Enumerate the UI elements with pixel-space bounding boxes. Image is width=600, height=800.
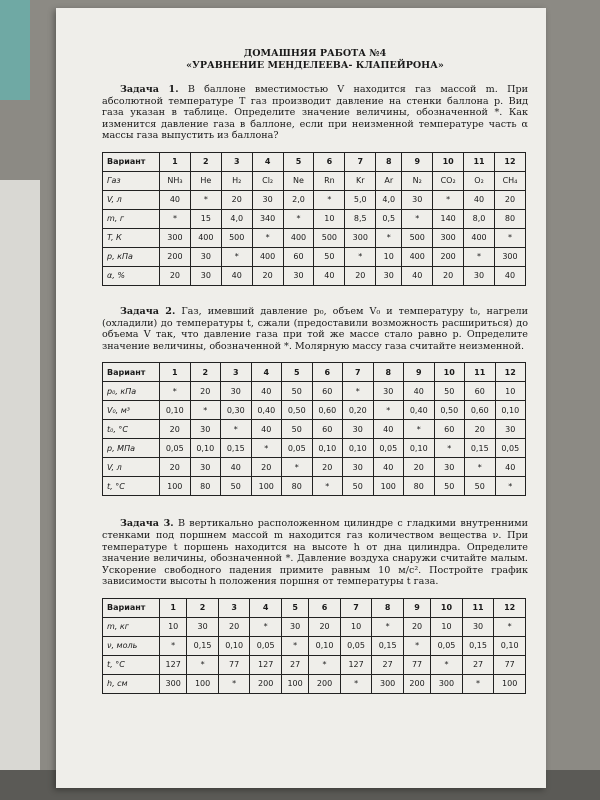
variant-header: 10 bbox=[434, 363, 465, 382]
table-cell: 60 bbox=[283, 247, 314, 266]
table-cell: 100 bbox=[251, 477, 282, 496]
table-cell: 80 bbox=[404, 477, 435, 496]
table-cell: 0,50 bbox=[434, 401, 465, 420]
table-cell: 0,05 bbox=[250, 636, 282, 655]
table-cell: 20 bbox=[433, 266, 464, 285]
variant-header: 9 bbox=[402, 152, 433, 171]
variant-header: 9 bbox=[404, 363, 435, 382]
table-cell: 4,0 bbox=[376, 190, 402, 209]
variant-header: 8 bbox=[372, 598, 404, 617]
table-cell: * bbox=[465, 458, 496, 477]
table-cell: * bbox=[434, 439, 465, 458]
table-cell: 20 bbox=[404, 458, 435, 477]
table-cell: 0,40 bbox=[251, 401, 282, 420]
variant-header: 5 bbox=[281, 598, 308, 617]
table-row bbox=[103, 674, 526, 693]
table-cell: 20 bbox=[465, 420, 496, 439]
table-cell: * bbox=[282, 458, 313, 477]
table-cell: 40 bbox=[495, 458, 526, 477]
table-cell: 30 bbox=[190, 458, 221, 477]
table-cell: * bbox=[283, 209, 314, 228]
table-cell: 77 bbox=[218, 655, 250, 674]
table-cell: 50 bbox=[465, 477, 496, 496]
table-cell: * bbox=[221, 247, 252, 266]
table-cell: 10 bbox=[495, 382, 526, 401]
table-cell: 0,10 bbox=[343, 439, 374, 458]
row-label: ν, моль bbox=[103, 636, 160, 655]
table-cell: * bbox=[250, 617, 282, 636]
table-cell: 300 bbox=[160, 228, 191, 247]
table-cell: 0,30 bbox=[221, 401, 252, 420]
table-cell: Cl₂ bbox=[252, 171, 283, 190]
table-cell: 27 bbox=[372, 655, 404, 674]
table-cell: 20 bbox=[252, 266, 283, 285]
variant-header: 1 bbox=[160, 363, 191, 382]
row-label: m, г bbox=[103, 209, 160, 228]
table-cell: 400 bbox=[464, 228, 495, 247]
table-cell: 30 bbox=[190, 420, 221, 439]
table-cell: 0,15 bbox=[465, 439, 496, 458]
table-cell: * bbox=[343, 382, 374, 401]
table-cell: 30 bbox=[281, 617, 308, 636]
table-cell: 0,10 bbox=[160, 401, 191, 420]
table-cell: 140 bbox=[433, 209, 464, 228]
table-cell: 400 bbox=[402, 247, 433, 266]
table-cell: 20 bbox=[345, 266, 376, 285]
table-cell: 200 bbox=[309, 674, 341, 693]
table-cell: 50 bbox=[434, 477, 465, 496]
table-cell: NH₃ bbox=[160, 171, 191, 190]
row-label: p, МПа bbox=[103, 439, 160, 458]
table-row bbox=[103, 636, 526, 655]
task-1-label: Задача 1. bbox=[120, 84, 179, 95]
table-cell: * bbox=[218, 674, 250, 693]
task-3-text bbox=[102, 518, 528, 588]
variant-header: 11 bbox=[462, 598, 494, 617]
table-cell: 20 bbox=[218, 617, 250, 636]
table-cell: 40 bbox=[373, 458, 404, 477]
table-row bbox=[103, 617, 526, 636]
variant-header: 3 bbox=[221, 363, 252, 382]
table-cell: 30 bbox=[402, 190, 433, 209]
worksheet-page bbox=[56, 8, 546, 788]
table-cell: * bbox=[190, 190, 221, 209]
table-cell: 0,10 bbox=[190, 439, 221, 458]
table-cell: CO₂ bbox=[433, 171, 464, 190]
table-cell: 30 bbox=[283, 266, 314, 285]
table-cell: 27 bbox=[462, 655, 494, 674]
table-cell: 20 bbox=[309, 617, 341, 636]
table-cell: 0,60 bbox=[312, 401, 343, 420]
table-row bbox=[103, 171, 526, 190]
table-cell: 0,15 bbox=[462, 636, 494, 655]
table-cell: 300 bbox=[433, 228, 464, 247]
table-row bbox=[103, 190, 526, 209]
table-cell: * bbox=[372, 617, 404, 636]
table-cell: 300 bbox=[372, 674, 404, 693]
table-cell: 0,15 bbox=[221, 439, 252, 458]
table-cell: 20 bbox=[494, 190, 525, 209]
table-cell: 200 bbox=[160, 247, 191, 266]
table-cell: 30 bbox=[187, 617, 219, 636]
table-cell: 20 bbox=[403, 617, 430, 636]
table-cell: * bbox=[494, 617, 526, 636]
table-cell: * bbox=[160, 209, 191, 228]
table-cell: 100 bbox=[373, 477, 404, 496]
table-cell: * bbox=[251, 439, 282, 458]
table-cell: * bbox=[376, 228, 402, 247]
variant-header: 10 bbox=[433, 152, 464, 171]
table-cell: 30 bbox=[343, 420, 374, 439]
table-cell: * bbox=[190, 401, 221, 420]
variant-header: 9 bbox=[403, 598, 430, 617]
table-corner-label: Вариант bbox=[103, 152, 160, 171]
task-1-text bbox=[102, 84, 528, 142]
table-row bbox=[103, 458, 526, 477]
table-header-row bbox=[103, 598, 526, 617]
table-cell: 0,05 bbox=[282, 439, 313, 458]
table-row bbox=[103, 209, 526, 228]
table-cell: 50 bbox=[282, 382, 313, 401]
table-cell: 30 bbox=[190, 247, 221, 266]
table-cell: * bbox=[314, 190, 345, 209]
table-cell: 100 bbox=[281, 674, 308, 693]
table-row bbox=[103, 247, 526, 266]
task-3-label: Задача 3. bbox=[120, 518, 174, 530]
variant-header: 7 bbox=[340, 598, 372, 617]
table-row bbox=[103, 382, 526, 401]
table-cell: 50 bbox=[221, 477, 252, 496]
variant-header: 12 bbox=[495, 363, 526, 382]
table-cell: * bbox=[187, 655, 219, 674]
table-cell: * bbox=[404, 420, 435, 439]
table-cell: 4,0 bbox=[221, 209, 252, 228]
table-cell: 40 bbox=[373, 420, 404, 439]
table-cell: 340 bbox=[252, 209, 283, 228]
row-label: t, °C bbox=[103, 477, 160, 496]
task-3-body: В вертикально расположенном цилиндре с гладкими внутренними стенками под поршнем массой m находится газ количеством вещества ν. При температуре t поршень находится на высоте h от дна цилиндра. Определите значение величины, обозначенной *. Давление воздуха снаружи считайте малым. Ускорение свободного падения примите равным 10 м/с². Постройте график зависимости высоты h положения поршня от температуры t газа. bbox=[102, 518, 528, 588]
variant-header: 3 bbox=[221, 152, 252, 171]
task-1-table bbox=[102, 152, 526, 286]
table-cell: 200 bbox=[403, 674, 430, 693]
table-cell: 40 bbox=[221, 266, 252, 285]
table-cell: Kr bbox=[345, 171, 376, 190]
table-cell: 30 bbox=[434, 458, 465, 477]
table-cell: 0,5 bbox=[376, 209, 402, 228]
row-label: p, кПа bbox=[103, 247, 160, 266]
table-cell: 40 bbox=[160, 190, 191, 209]
table-cell: 40 bbox=[402, 266, 433, 285]
table-row bbox=[103, 477, 526, 496]
variant-header: 11 bbox=[465, 363, 496, 382]
table-corner-label: Вариант bbox=[103, 363, 160, 382]
table-cell: 0,60 bbox=[465, 401, 496, 420]
variant-header: 4 bbox=[252, 152, 283, 171]
variant-header: 8 bbox=[376, 152, 402, 171]
table-header-row bbox=[103, 152, 526, 171]
task-3-table bbox=[102, 598, 526, 694]
variant-header: 11 bbox=[464, 152, 495, 171]
table-cell: * bbox=[160, 382, 191, 401]
table-cell: 50 bbox=[314, 247, 345, 266]
table-cell: 40 bbox=[464, 190, 495, 209]
table-cell: 0,10 bbox=[312, 439, 343, 458]
variant-header: 4 bbox=[251, 363, 282, 382]
table-cell: 20 bbox=[221, 190, 252, 209]
table-cell: * bbox=[221, 420, 252, 439]
table-cell: 20 bbox=[160, 420, 191, 439]
table-cell: 30 bbox=[373, 382, 404, 401]
table-cell: * bbox=[403, 636, 430, 655]
table-cell: 500 bbox=[402, 228, 433, 247]
variant-header: 12 bbox=[494, 598, 526, 617]
table-cell: 200 bbox=[433, 247, 464, 266]
table-cell: 0,15 bbox=[187, 636, 219, 655]
table-row bbox=[103, 266, 526, 285]
background-paper bbox=[0, 180, 40, 800]
header-subtitle: «УРАВНЕНИЕ МЕНДЕЛЕЕВА- КЛАПЕЙРОНА» bbox=[186, 60, 444, 71]
table-cell: Ar bbox=[376, 171, 402, 190]
table-cell: 15 bbox=[190, 209, 221, 228]
table-cell: 400 bbox=[283, 228, 314, 247]
table-cell: * bbox=[252, 228, 283, 247]
table-cell: * bbox=[464, 247, 495, 266]
table-cell: 300 bbox=[345, 228, 376, 247]
table-row bbox=[103, 439, 526, 458]
table-cell: 30 bbox=[464, 266, 495, 285]
table-cell: 60 bbox=[465, 382, 496, 401]
table-cell: 0,20 bbox=[343, 401, 374, 420]
table-cell: 10 bbox=[340, 617, 372, 636]
row-label: t₀, °C bbox=[103, 420, 160, 439]
variant-header: 4 bbox=[250, 598, 282, 617]
row-label: m, кг bbox=[103, 617, 160, 636]
table-cell: 30 bbox=[343, 458, 374, 477]
table-cell: 50 bbox=[434, 382, 465, 401]
table-cell: * bbox=[495, 477, 526, 496]
table-cell: 8,0 bbox=[464, 209, 495, 228]
table-cell: 5,0 bbox=[345, 190, 376, 209]
table-cell: 500 bbox=[221, 228, 252, 247]
task-2-table bbox=[102, 362, 526, 496]
table-cell: 100 bbox=[494, 674, 526, 693]
table-corner-label: Вариант bbox=[103, 598, 160, 617]
table-cell: 300 bbox=[160, 674, 187, 693]
table-cell: 40 bbox=[314, 266, 345, 285]
table-cell: 0,10 bbox=[495, 401, 526, 420]
table-cell: 2,0 bbox=[283, 190, 314, 209]
teal-book-edge bbox=[0, 0, 30, 100]
table-cell: 0,05 bbox=[160, 439, 191, 458]
table-cell: Ne bbox=[283, 171, 314, 190]
table-cell: 10 bbox=[160, 617, 187, 636]
table-cell: 40 bbox=[251, 382, 282, 401]
variant-header: 5 bbox=[282, 363, 313, 382]
table-cell: 400 bbox=[252, 247, 283, 266]
variant-header: 1 bbox=[160, 598, 187, 617]
variant-header: 1 bbox=[160, 152, 191, 171]
table-cell: 0,10 bbox=[309, 636, 341, 655]
table-cell: 100 bbox=[160, 477, 191, 496]
table-cell: 20 bbox=[312, 458, 343, 477]
table-cell: N₂ bbox=[402, 171, 433, 190]
table-cell: 20 bbox=[251, 458, 282, 477]
table-cell: 60 bbox=[312, 382, 343, 401]
table-cell: 30 bbox=[495, 420, 526, 439]
variant-header: 2 bbox=[187, 598, 219, 617]
table-cell: * bbox=[160, 636, 187, 655]
table-cell: 500 bbox=[314, 228, 345, 247]
variant-header: 6 bbox=[312, 363, 343, 382]
table-cell: 10 bbox=[314, 209, 345, 228]
table-cell: 0,15 bbox=[372, 636, 404, 655]
variant-header: 12 bbox=[494, 152, 525, 171]
variant-header: 3 bbox=[218, 598, 250, 617]
row-label: Газ bbox=[103, 171, 160, 190]
variant-header: 6 bbox=[309, 598, 341, 617]
table-cell: 20 bbox=[160, 458, 191, 477]
table-cell: 80 bbox=[282, 477, 313, 496]
table-cell: 0,10 bbox=[494, 636, 526, 655]
table-cell: * bbox=[373, 401, 404, 420]
table-cell: 127 bbox=[160, 655, 187, 674]
variant-header: 10 bbox=[431, 598, 463, 617]
table-cell: 0,10 bbox=[404, 439, 435, 458]
table-cell: 77 bbox=[403, 655, 430, 674]
variant-header: 2 bbox=[190, 152, 221, 171]
table-cell: 30 bbox=[190, 266, 221, 285]
variant-header: 7 bbox=[343, 363, 374, 382]
table-cell: * bbox=[402, 209, 433, 228]
table-cell: 0,50 bbox=[282, 401, 313, 420]
table-cell: * bbox=[309, 655, 341, 674]
table-cell: * bbox=[281, 636, 308, 655]
table-row bbox=[103, 401, 526, 420]
table-cell: 60 bbox=[434, 420, 465, 439]
row-label: h, см bbox=[103, 674, 160, 693]
variant-header: 8 bbox=[373, 363, 404, 382]
table-row bbox=[103, 655, 526, 674]
row-label: p₀, кПа bbox=[103, 382, 160, 401]
table-cell: 400 bbox=[190, 228, 221, 247]
task-1-body: В баллоне вместимостью V находится газ массой m. При абсолютной температуре T газ производит давление на стенки баллона p. Вид газа указан в таблице. Определите значение величины, обозначенной *. Как изменится давление газа в баллоне, если при неизменной температуре часть α массы газа выпустить из баллона? bbox=[102, 84, 528, 142]
table-cell: 127 bbox=[340, 655, 372, 674]
table-cell: 100 bbox=[187, 674, 219, 693]
variant-header: 5 bbox=[283, 152, 314, 171]
table-cell: 40 bbox=[251, 420, 282, 439]
table-cell: H₂ bbox=[221, 171, 252, 190]
table-row bbox=[103, 228, 526, 247]
table-cell: 10 bbox=[376, 247, 402, 266]
variant-header: 2 bbox=[190, 363, 221, 382]
header-title: ДОМАШНЯЯ РАБОТА №4 bbox=[243, 48, 387, 59]
row-label: t, °C bbox=[103, 655, 160, 674]
table-cell: * bbox=[345, 247, 376, 266]
table-cell: 27 bbox=[281, 655, 308, 674]
row-label: V, л bbox=[103, 190, 160, 209]
task-2-label: Задача 2. bbox=[120, 305, 176, 317]
table-cell: 300 bbox=[431, 674, 463, 693]
table-cell: * bbox=[340, 674, 372, 693]
table-cell: 80 bbox=[494, 209, 525, 228]
row-label: α, % bbox=[103, 266, 160, 285]
table-cell: * bbox=[433, 190, 464, 209]
table-cell: 0,40 bbox=[404, 401, 435, 420]
table-cell: 40 bbox=[494, 266, 525, 285]
task-2-text bbox=[102, 306, 528, 352]
table-cell: 10 bbox=[431, 617, 463, 636]
table-cell: 0,05 bbox=[431, 636, 463, 655]
row-label: T, К bbox=[103, 228, 160, 247]
table-cell: Rn bbox=[314, 171, 345, 190]
table-cell: 20 bbox=[160, 266, 191, 285]
table-cell: 8,5 bbox=[345, 209, 376, 228]
table-cell: 0,10 bbox=[218, 636, 250, 655]
table-cell: 0,05 bbox=[340, 636, 372, 655]
variant-header: 7 bbox=[345, 152, 376, 171]
variant-header: 6 bbox=[314, 152, 345, 171]
table-cell: 300 bbox=[494, 247, 525, 266]
table-cell: O₂ bbox=[464, 171, 495, 190]
table-cell: 127 bbox=[250, 655, 282, 674]
table-cell: * bbox=[312, 477, 343, 496]
table-cell: He bbox=[190, 171, 221, 190]
table-header-row bbox=[103, 363, 526, 382]
table-cell: * bbox=[431, 655, 463, 674]
row-label: V₀, м³ bbox=[103, 401, 160, 420]
table-cell: 60 bbox=[312, 420, 343, 439]
table-cell: 0,05 bbox=[373, 439, 404, 458]
table-cell: 0,05 bbox=[495, 439, 526, 458]
table-cell: CH₄ bbox=[494, 171, 525, 190]
table-cell: 200 bbox=[250, 674, 282, 693]
row-label: V, л bbox=[103, 458, 160, 477]
table-cell: 30 bbox=[462, 617, 494, 636]
table-cell: 30 bbox=[252, 190, 283, 209]
table-cell: 40 bbox=[404, 382, 435, 401]
table-row bbox=[103, 420, 526, 439]
table-cell: 30 bbox=[376, 266, 402, 285]
table-cell: 30 bbox=[221, 382, 252, 401]
task-2-body: Газ, имевший давление p₀, объем V₀ и температуру t₀, нагрели (охладили) до температуры t, сжали (предоставили возможность расшириться) до объема V так, что давление газа при той же массе стало равно p. Определите значение величины, обозначенной *. Молярную массу газа считайте неизменной. bbox=[102, 305, 528, 352]
table-cell: 50 bbox=[282, 420, 313, 439]
table-cell: 20 bbox=[190, 382, 221, 401]
table-cell: 50 bbox=[343, 477, 374, 496]
table-cell: * bbox=[462, 674, 494, 693]
table-cell: * bbox=[494, 228, 525, 247]
table-cell: 77 bbox=[494, 655, 526, 674]
table-cell: 40 bbox=[221, 458, 252, 477]
table-cell: 80 bbox=[190, 477, 221, 496]
page-header bbox=[102, 48, 528, 72]
